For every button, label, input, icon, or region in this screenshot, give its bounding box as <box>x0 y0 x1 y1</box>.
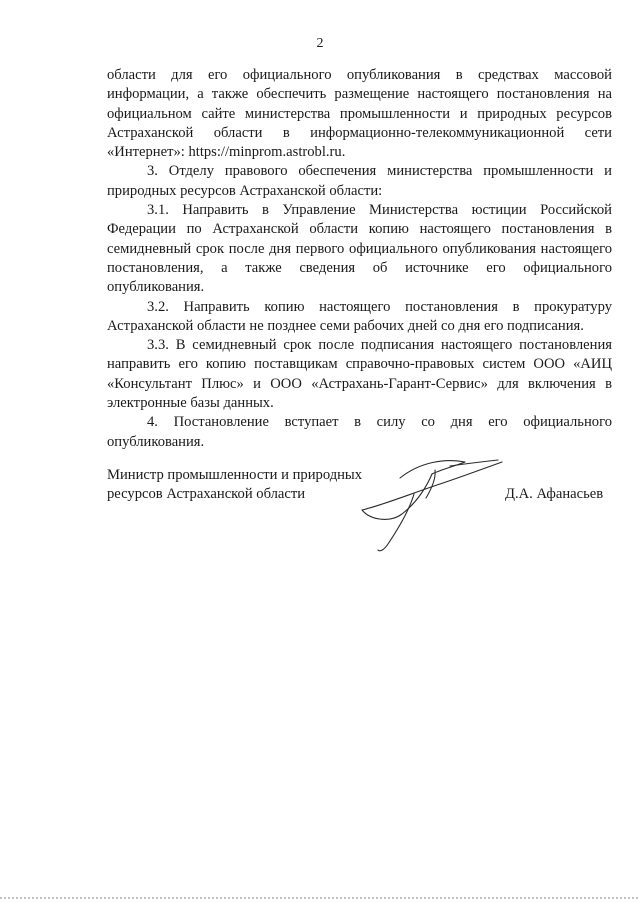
paragraph-publication: области для его официального опубликования в средствах массовой информации, а также обеспечить размещение настоящего постановления на официальном сайте министерства промышленности и природных ресурсов Астраханской области в информационно-телекоммуникационной сети «Интернет»: https://minprom.astrobl.ru. <box>107 67 612 161</box>
paragraph-item-3-3: 3.3. В семидневный срок после подписания настоящего постановления направить его копию поставщикам справочно-правовых систем ООО «АИЦ «Консультант Плюс» и ООО «Астрахань-Гарант-Сервис» для включения в электронные базы данных. <box>107 337 612 412</box>
handwritten-signature <box>340 448 510 558</box>
paragraph-item-3-2: 3.2. Направить копию настоящего постановления в прокуратуру Астраханской области не позднее семи рабочих дней со дня его подписания. <box>107 298 612 334</box>
page-number: 2 <box>316 36 324 51</box>
paragraph-item-3-1: 3.1. Направить в Управление Министерства юстиции Российской Федерации по Астраханской области копию настоящего постановления в семидневный срок после дня первого официального опубликования настоящего постановления, а также сведения об источнике его официального опубликования. <box>107 202 612 296</box>
signatory-position-line-2: ресурсов Астраханской области <box>107 486 306 503</box>
signatory-name: Д.А. Афанасьев <box>505 486 604 502</box>
document-body <box>107 66 612 452</box>
scan-edge <box>0 897 640 899</box>
signatory-position-line-1: Министр промышленности и природных <box>107 467 363 483</box>
paragraph-item-4: 4. Постановление вступает в силу со дня его официального опубликования. <box>107 414 612 450</box>
paragraph-item-3: 3. Отделу правового обеспечения министерства промышленности и природных ресурсов Астраханской области: <box>107 163 612 199</box>
